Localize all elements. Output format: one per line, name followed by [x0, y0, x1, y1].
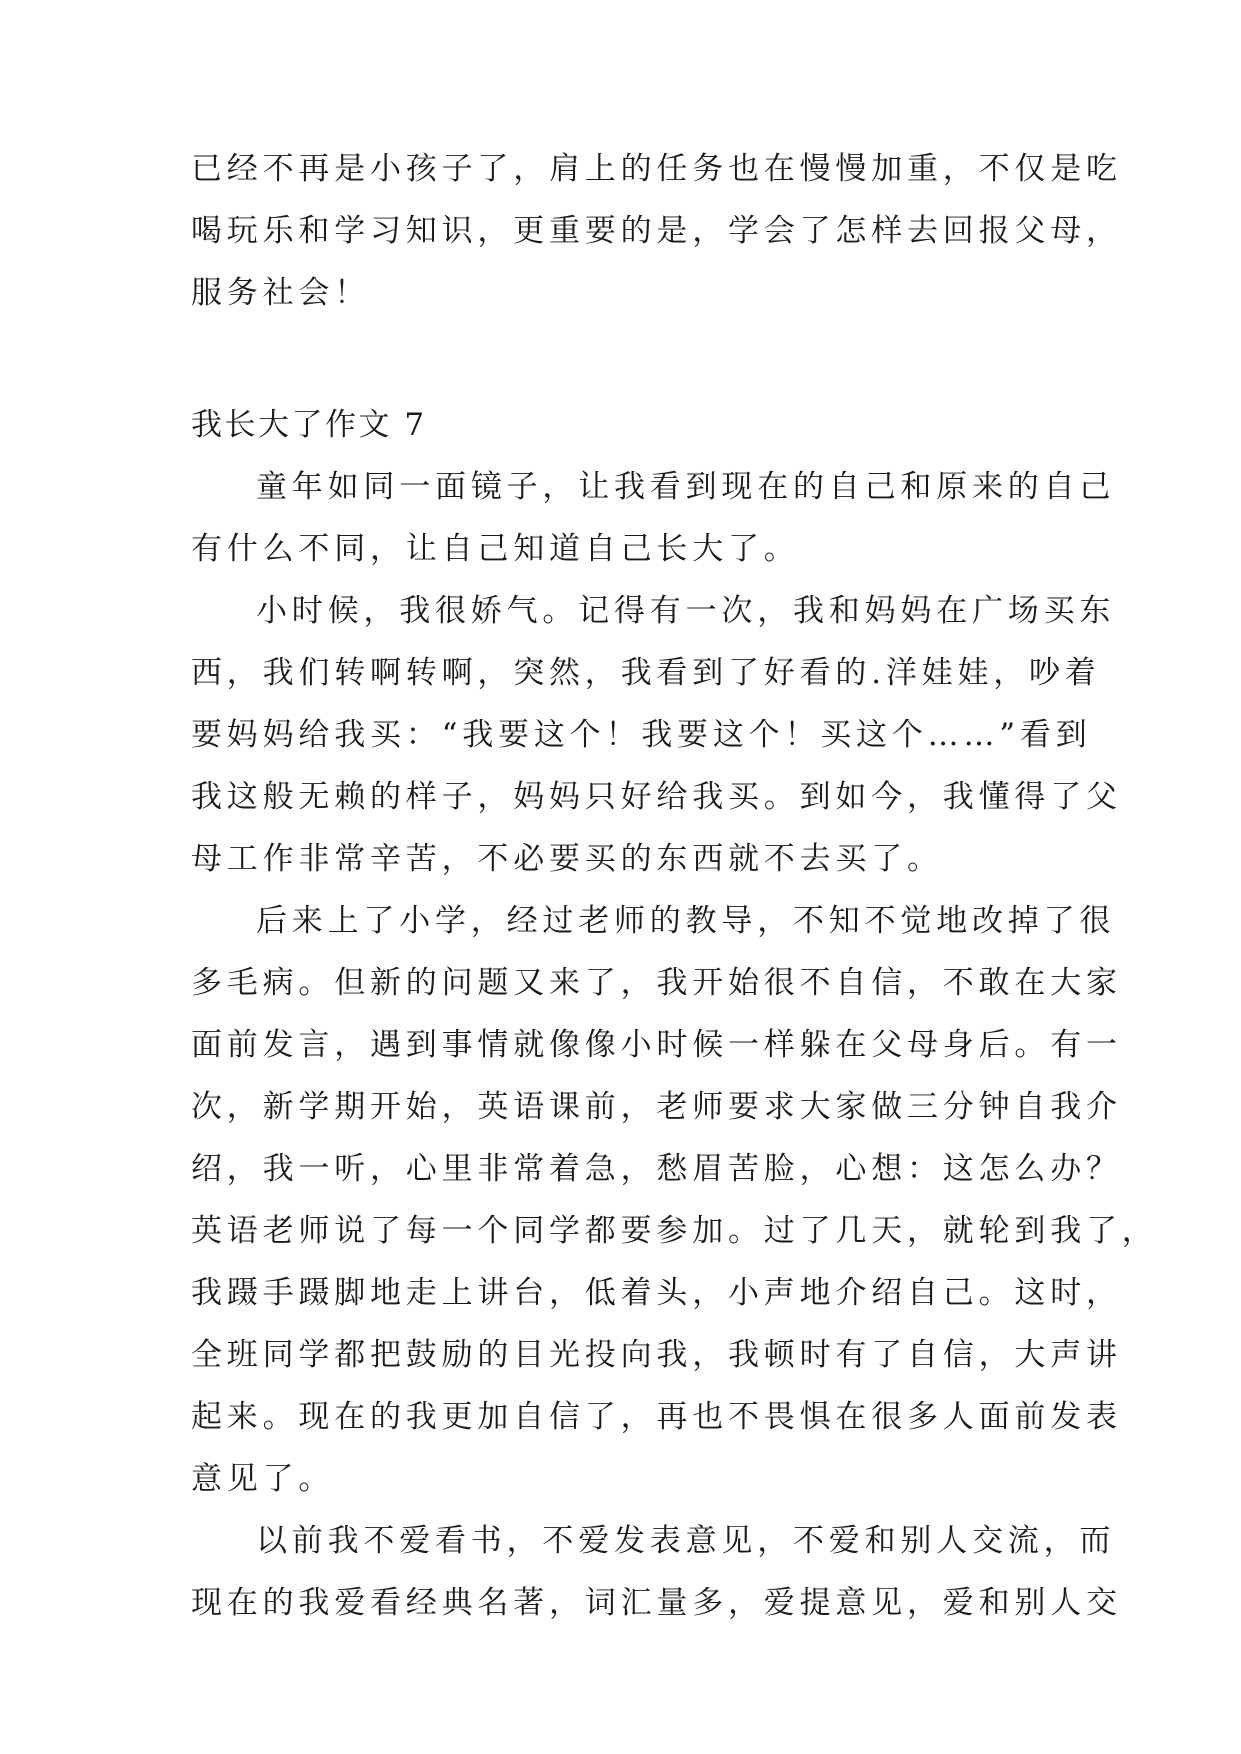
text-line: 我这般无赖的样子，妈妈只好给我买。到如今，我懂得了父 — [191, 779, 1122, 815]
text-line: 服务社会！ — [191, 275, 370, 311]
continued-paragraph — [191, 138, 1122, 324]
text-line: 要妈妈给我买：“我要这个！我要这个！买这个……”看到 — [191, 717, 1092, 753]
text-line: 全班同学都把鼓励的目光投向我，我顿时有了自信，大声讲 — [191, 1337, 1122, 1373]
text-line: 多毛病。但新的问题又来了，我开始很不自信，不敢在大家 — [191, 965, 1122, 1001]
text-line: 起来。现在的我更加自信了，再也不畏惧在很多人面前发表 — [191, 1399, 1122, 1435]
text-line: 童年如同一面镜子，让我看到现在的自己和原来的自己 — [256, 469, 1116, 505]
paragraph-4 — [191, 1510, 1122, 1634]
text-line: 喝玩乐和学习知识，更重要的是，学会了怎样去回报父母， — [191, 213, 1122, 249]
paragraph-3 — [191, 890, 1158, 1510]
text-line: 我蹑手蹑脚地走上讲台，低着头，小声地介绍自己。这时， — [191, 1275, 1122, 1311]
document-content — [191, 138, 1158, 1634]
text-line: 绍，我一听，心里非常着急，愁眉苦脸，心想：这怎么办？ — [191, 1151, 1122, 1187]
text-line: 小时候，我很娇气。记得有一次，我和妈妈在广场买东 — [256, 593, 1116, 629]
section-gap — [191, 324, 1051, 394]
text-line: 现在的我爱看经典名著，词汇量多，爱提意见，爱和别人交 — [191, 1585, 1122, 1621]
text-line: 意见了。 — [191, 1461, 335, 1497]
paragraph-1 — [191, 456, 1116, 580]
section-title: 我长大了作文 7 — [191, 407, 427, 443]
text-line: 已经不再是小孩子了，肩上的任务也在慢慢加重，不仅是吃 — [191, 151, 1122, 187]
text-line: 以前我不爱看书，不爱发表意见，不爱和别人交流，而 — [256, 1523, 1116, 1559]
paragraph-2 — [191, 580, 1122, 890]
text-line: 后来上了小学，经过老师的教导，不知不觉地改掉了很 — [256, 903, 1116, 939]
text-line: 次，新学期开始，英语课前，老师要求大家做三分钟自我介 — [191, 1089, 1122, 1125]
text-line: 母工作非常辛苦，不必要买的东西就不去买了。 — [191, 841, 943, 877]
text-line: 英语老师说了每一个同学都要参加。过了几天，就轮到我了， — [191, 1213, 1158, 1249]
text-line: 西，我们转啊转啊，突然，我看到了好看的.洋娃娃，吵着 — [191, 655, 1101, 691]
text-line: 有什么不同，让自己知道自己长大了。 — [191, 531, 800, 567]
text-line: 面前发言，遇到事情就像像小时候一样躲在父母身后。有一 — [191, 1027, 1122, 1063]
